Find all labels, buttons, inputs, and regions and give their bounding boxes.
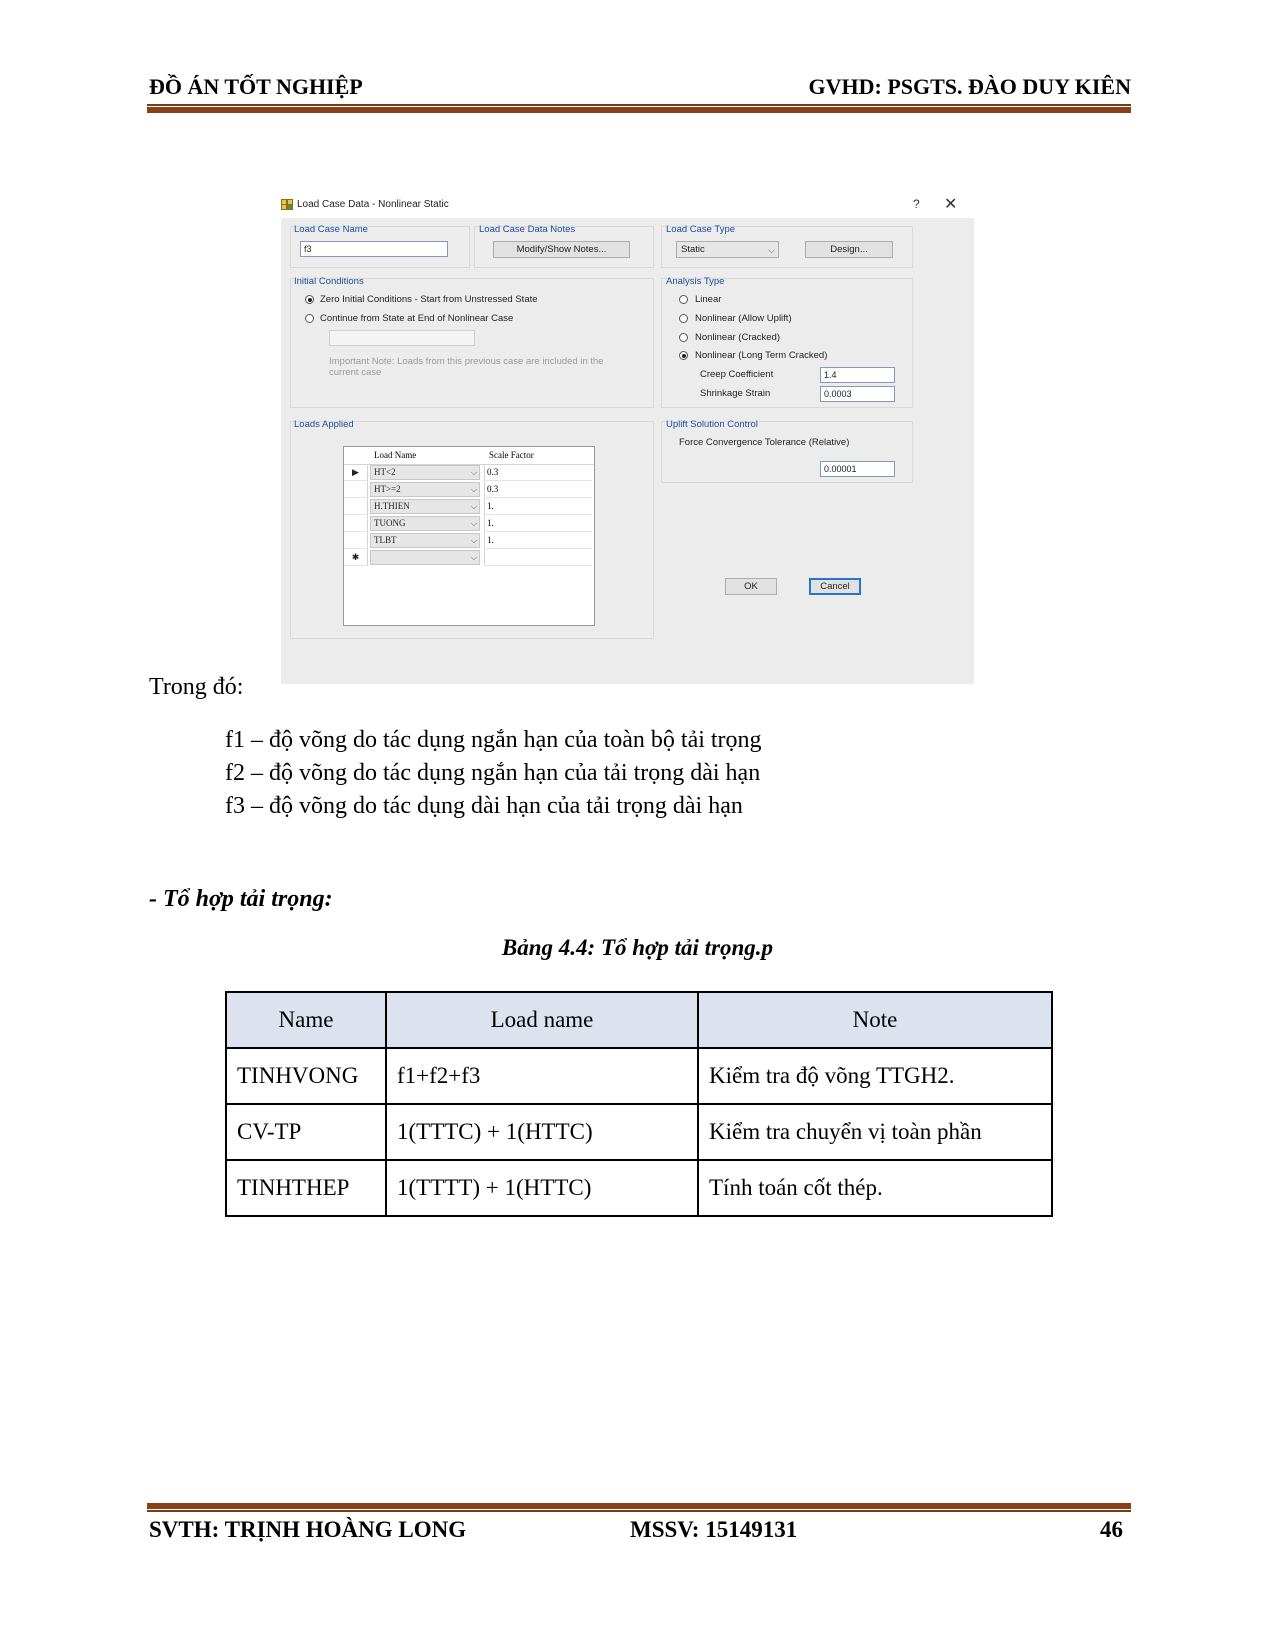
header-title: ĐỒ ÁN TỐT NGHIỆP [149,74,363,99]
notes-label: Load Case Data Notes [479,224,576,235]
nonlinear-uplift-label: Nonlinear (Allow Uplift) [695,313,792,324]
load-case-type-value: Static [681,244,705,255]
table-caption: Bảng 4.4: Tổ hợp tải trọng.p [501,935,774,960]
definition-f2: f2 – độ võng do tác dụng ngắn hạn của tải trọng dài hạn [225,760,761,786]
col-header-load-name: Load name [386,992,698,1048]
page-header [149,74,1131,104]
linear-radio[interactable] [679,295,688,304]
ok-button[interactable]: OK [725,578,777,595]
linear-label: Linear [695,294,722,305]
chevron-down-icon: ⌵ [470,485,477,494]
shrinkage-input[interactable]: 0.0003 [820,386,895,402]
col-header-note: Note [698,992,1052,1048]
tolerance-label: Force Convergence Tolerance (Relative) [679,437,850,448]
table-row [226,1160,1052,1216]
cell-name: TINHVONG [226,1048,386,1104]
cell-note: Kiểm tra chuyển vị toàn phần [698,1104,1052,1160]
loads-grid[interactable] [343,446,595,626]
continue-state-label: Continue from State at End of Nonlinear Case [320,313,514,324]
intro-text: Trong đó: [149,674,244,700]
grid-load-select[interactable] [370,533,480,548]
chevron-down-icon: ⌵ [470,553,477,562]
grid-row[interactable] [344,464,594,481]
cell-note: Tính toán cốt thép. [698,1160,1052,1216]
header-rule-thick [147,107,1131,113]
section-heading: - Tổ hợp tải trọng: [149,886,333,912]
grid-load-name: TLBT [374,535,397,545]
row-selector [344,515,368,532]
continue-state-radio[interactable] [305,314,314,323]
chevron-down-icon: ⌵ [470,536,477,545]
cell-name: CV-TP [226,1104,386,1160]
grid-scale-cell[interactable]: 1. [484,498,592,515]
chevron-down-icon: ⌵ [470,519,477,528]
col-header-name: Name [226,992,386,1048]
creep-input[interactable]: 1.4 [820,367,895,383]
uplift-label: Uplift Solution Control [666,419,758,430]
modify-notes-button[interactable]: Modify/Show Notes... [493,241,630,258]
grid-scale-cell[interactable]: 1. [484,515,592,532]
footer-student: SVTH: TRỊNH HOÀNG LONG [149,1517,467,1542]
load-case-name-label: Load Case Name [294,224,368,235]
nonlinear-uplift-radio[interactable] [679,314,688,323]
grid-scale-cell[interactable]: 0.3 [484,481,592,498]
definition-f3: f3 – độ võng do tác dụng dài hạn của tải trọng dài hạn [225,793,743,819]
creep-label: Creep Coefficient [700,369,774,380]
grid-header [344,447,594,465]
table-header-row [226,992,1052,1048]
nonlinear-longterm-radio[interactable] [679,351,688,360]
row-selector-icon: ▶ [344,464,368,481]
nonlinear-cracked-radio[interactable] [679,333,688,342]
grid-load-name: HT>=2 [374,484,401,494]
definition-f1: f1 – độ võng do tác dụng ngắn hạn của toàn bộ tải trọng [225,727,762,753]
grid-load-name: HT<2 [374,467,396,477]
initial-conditions-label: Initial Conditions [294,276,364,287]
cell-load-name: 1(TTTC) + 1(HTTC) [386,1104,698,1160]
grid-scale-cell[interactable]: 0.3 [484,464,592,481]
app-grid-icon [281,199,293,210]
chevron-down-icon: ⌵ [470,468,477,477]
cell-load-name: f1+f2+f3 [386,1048,698,1104]
new-row-asterisk-icon: ✱ [344,549,368,566]
grid-row[interactable] [344,498,594,515]
load-case-name-input[interactable]: f3 [300,241,448,257]
design-button[interactable]: Design... [805,241,893,258]
grid-scale-cell[interactable] [484,549,592,566]
header-advisor: GVHD: PSGTS. ĐÀO DUY KIÊN [808,74,1131,99]
grid-load-select[interactable] [370,516,480,531]
tolerance-input[interactable]: 0.00001 [820,461,895,477]
load-case-type-label: Load Case Type [666,224,736,235]
load-combination-table [225,991,1053,1217]
important-note: Important Note: Loads from this previous case are included in the current case [329,356,604,378]
cell-name: TINHTHEP [226,1160,386,1216]
footer-mssv: MSSV: 15149131 [630,1517,798,1542]
row-selector [344,481,368,498]
grid-load-name: H.THIEN [374,501,410,511]
dialog-title: Load Case Data - Nonlinear Static [297,199,449,210]
analysis-type-label: Analysis Type [666,276,725,287]
grid-load-select[interactable] [370,499,480,514]
cell-load-name: 1(TTTT) + 1(HTTC) [386,1160,698,1216]
table-row [226,1048,1052,1104]
chevron-down-icon: ⌵ [470,502,477,511]
row-selector [344,498,368,515]
chevron-down-icon: ⌵ [768,245,775,255]
grid-load-name: TUONG [374,518,406,528]
grid-load-select[interactable] [370,550,480,565]
cancel-button[interactable]: Cancel [809,578,861,595]
grid-load-select[interactable] [370,482,480,497]
load-case-type-select[interactable] [676,241,779,258]
table-row [226,1104,1052,1160]
grid-col-load-name: Load Name [374,450,417,460]
grid-row[interactable] [344,532,594,549]
row-selector [344,532,368,549]
zero-initial-radio[interactable] [305,295,314,304]
nonlinear-case-select [329,330,475,346]
footer-rule-thin [147,1510,1131,1512]
page-number: 46 [1100,1517,1123,1542]
nonlinear-cracked-label: Nonlinear (Cracked) [695,332,781,343]
zero-initial-label: Zero Initial Conditions - Start from Unstressed State [320,294,538,305]
loads-applied-label: Loads Applied [294,419,354,430]
footer-rule-thick [147,1503,1131,1509]
dialog-titlebar [279,191,976,218]
grid-new-row[interactable] [344,549,594,566]
grid-row[interactable] [344,481,594,498]
grid-col-scale-factor: Scale Factor [489,450,534,460]
close-icon[interactable]: ✕ [944,196,958,213]
help-icon[interactable]: ? [913,197,920,211]
grid-load-select[interactable] [370,465,480,480]
nonlinear-longterm-label: Nonlinear (Long Term Cracked) [695,350,828,361]
cell-note: Kiểm tra độ võng TTGH2. [698,1048,1052,1104]
header-rule-thin [147,104,1131,106]
shrinkage-label: Shrinkage Strain [700,388,771,399]
grid-scale-cell[interactable]: 1. [484,532,592,549]
grid-row[interactable] [344,515,594,532]
